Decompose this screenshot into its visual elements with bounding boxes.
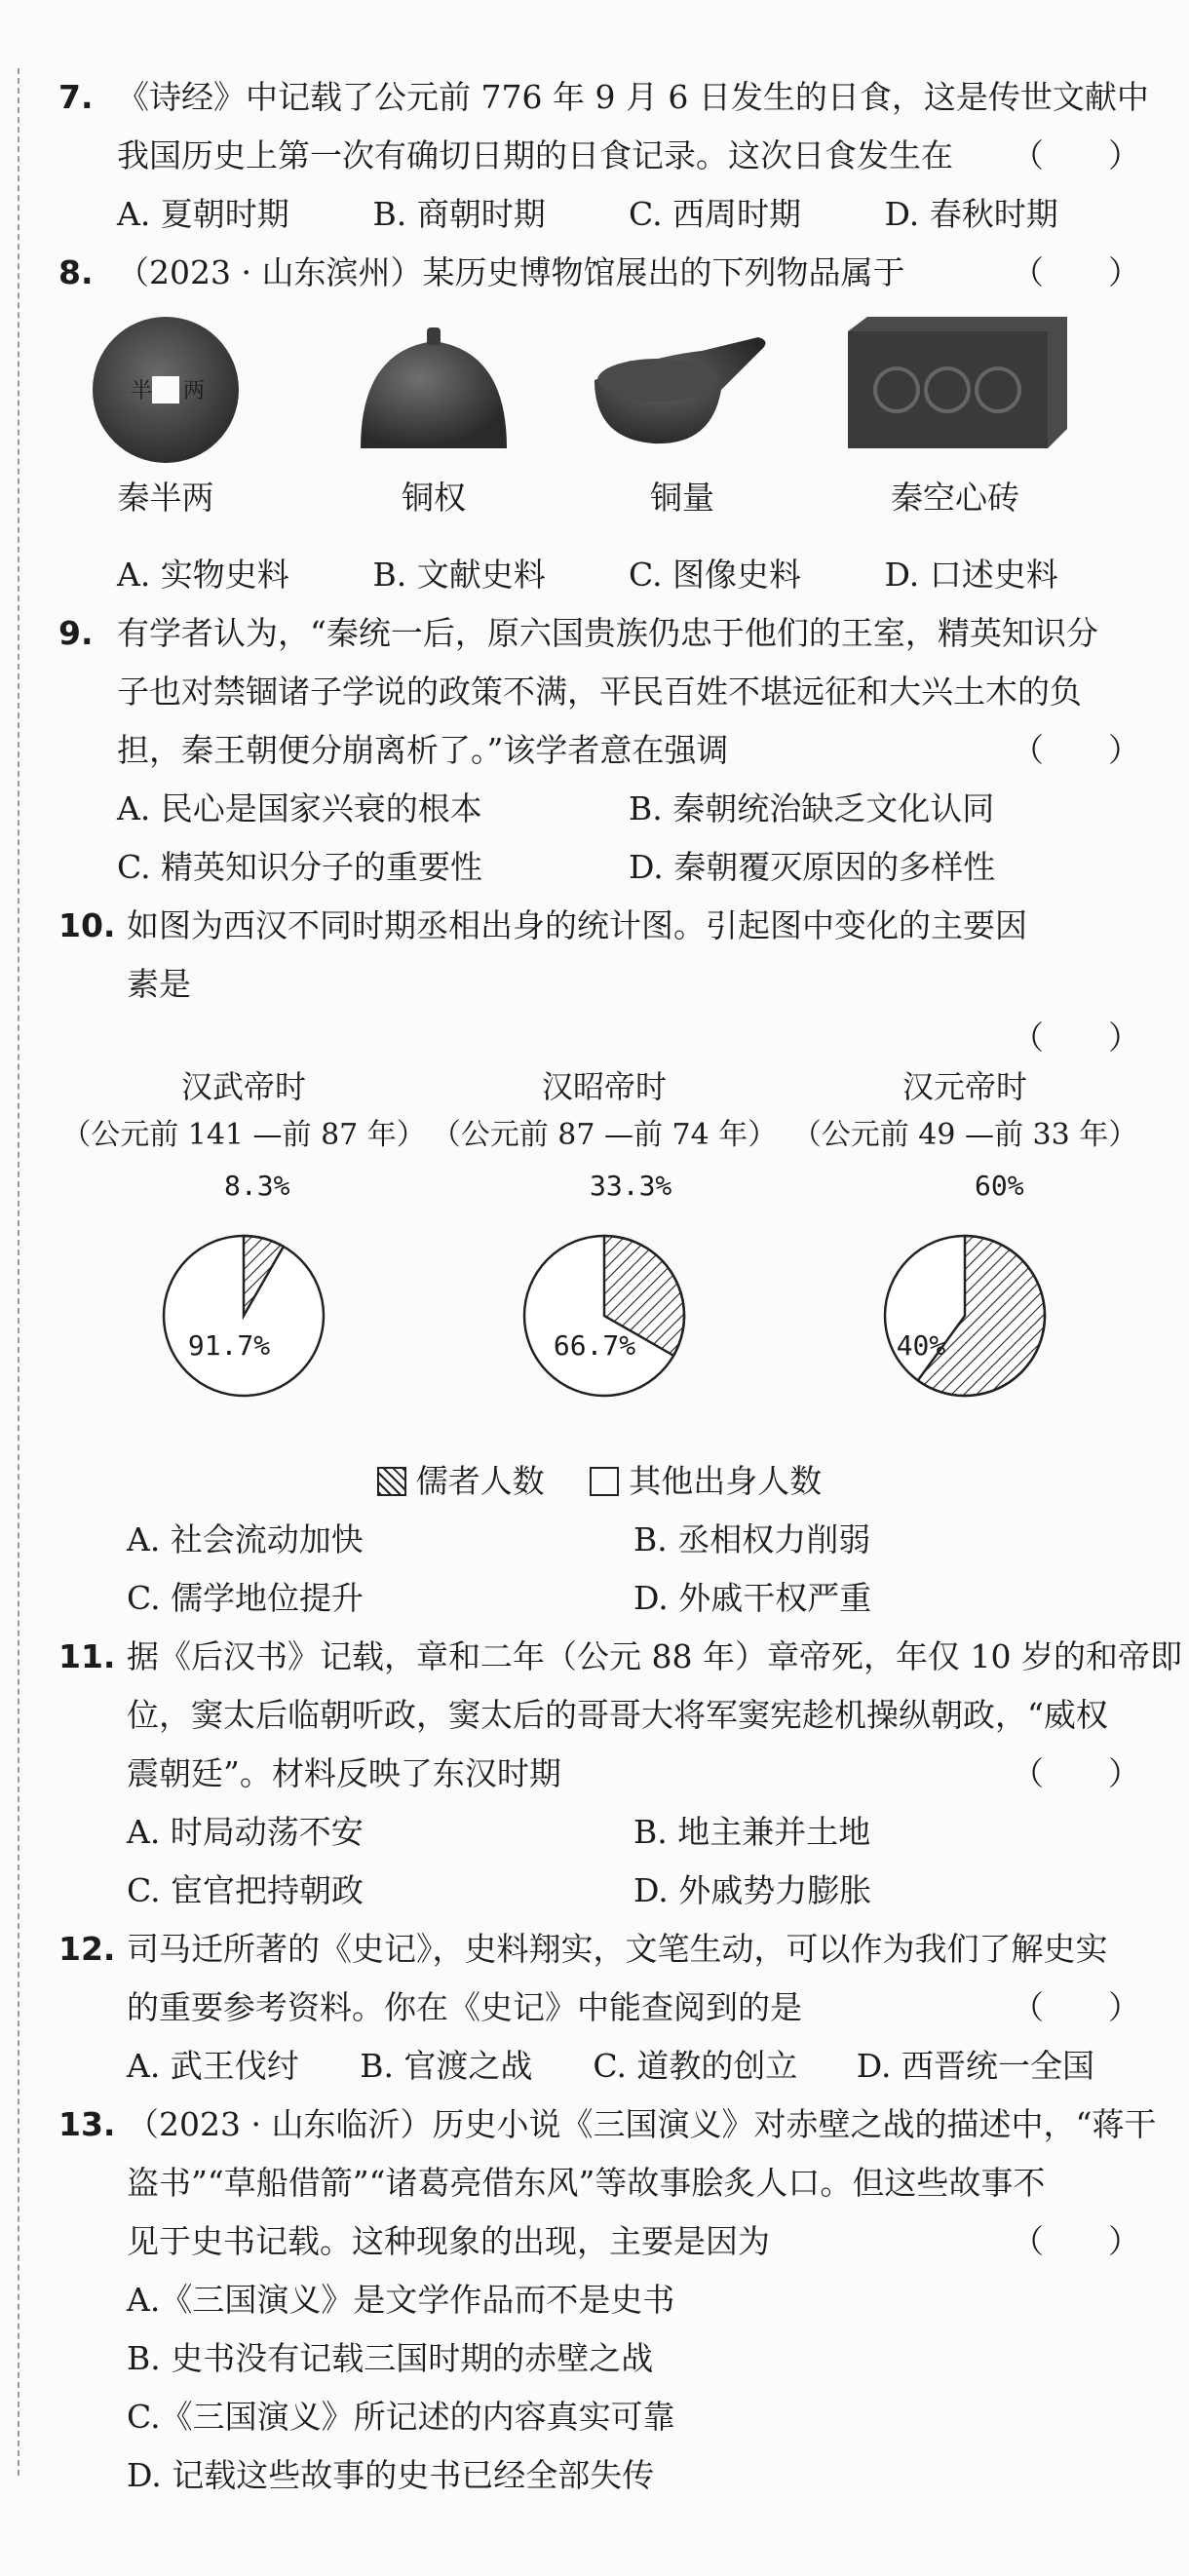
question-text: 的重要参考资料。你在《史记》中能查阅到的是 xyxy=(127,1988,802,2026)
artifact-images xyxy=(58,302,1140,546)
artifact-measure xyxy=(585,312,780,526)
option-c[interactable]: C.《三国演义》所记述的内容真实可靠 xyxy=(127,2398,675,2436)
pie-period: （公元前 87 —前 74 年） xyxy=(431,1118,778,1152)
pie-label-other: 66.7% xyxy=(553,1329,636,1362)
pie-period: （公元前 49 —前 33 年） xyxy=(791,1118,1138,1152)
option-c[interactable]: C. 道教的创立 xyxy=(593,2047,798,2085)
pie-label-other: 40% xyxy=(896,1329,946,1362)
question-number: 7. xyxy=(58,78,94,116)
question-13 xyxy=(58,2095,1157,2505)
artifact-caption: 秦半两 xyxy=(117,479,214,517)
option-b[interactable]: B. 官渡之战 xyxy=(360,2047,533,2085)
answer-blank[interactable]: （ ） xyxy=(1012,1019,1140,1057)
option-a[interactable]: A. 民心是国家兴衰的根本 xyxy=(117,789,482,827)
options xyxy=(58,1511,1140,1569)
option-c[interactable]: C. 精英知识分子的重要性 xyxy=(117,848,483,886)
option-d[interactable]: D. 外戚干权严重 xyxy=(633,1579,872,1617)
answer-blank[interactable]: （ ） xyxy=(1012,1988,1140,2026)
legend-label: 其他出身人数 xyxy=(629,1462,823,1500)
option-a[interactable]: A. 夏朝时期 xyxy=(117,195,289,233)
artifact-coin xyxy=(88,312,244,526)
question-text: 我国历史上第一次有确切日期的日食记录。这次日食发生在 xyxy=(117,136,953,174)
qin-banliang-coin-image xyxy=(88,312,244,468)
pie-label-confucian: 8.3% xyxy=(224,1170,290,1202)
answer-blank[interactable]: （ ） xyxy=(1012,2222,1140,2260)
option-d[interactable]: D. 春秋时期 xyxy=(884,195,1058,233)
pie-chart-3 xyxy=(780,1062,1150,1423)
option-d[interactable]: D. 西晋统一全国 xyxy=(856,2047,1095,2085)
question-number: 11. xyxy=(58,1637,116,1675)
question-text: 见于史书记载。这种现象的出现，主要是因为 xyxy=(127,2222,770,2260)
artifact-weight xyxy=(351,312,517,526)
answer-blank[interactable]: （ ） xyxy=(1012,136,1140,174)
hollow-brick-image xyxy=(838,312,1072,468)
option-c[interactable]: C. 西周时期 xyxy=(629,195,802,233)
option-a[interactable]: A. 武王伐纣 xyxy=(127,2047,299,2085)
option-a[interactable]: A. 时局动荡不安 xyxy=(127,1813,364,1851)
pie-title: 汉元帝时 xyxy=(901,1068,1027,1105)
legend-hatch-swatch xyxy=(377,1467,406,1496)
option-b[interactable]: B. 秦朝统治缺乏文化认同 xyxy=(629,789,995,827)
pie-title: 汉昭帝时 xyxy=(541,1068,667,1105)
question-text: 有学者认为，“秦统一后，原六国贵族仍忠于他们的王室，精英知识分 xyxy=(117,614,1098,652)
binding-margin-line xyxy=(18,68,19,2476)
pie-title: 汉武帝时 xyxy=(180,1068,306,1105)
option-d[interactable]: D. 外戚势力膨胀 xyxy=(633,1871,872,1909)
pie-label-other: 91.7% xyxy=(187,1329,271,1362)
artifact-brick xyxy=(838,312,1072,526)
option-b[interactable]: B. 丞相权力削弱 xyxy=(633,1520,871,1558)
options xyxy=(58,780,1140,838)
question-number: 8. xyxy=(58,253,94,291)
answer-blank[interactable]: （ ） xyxy=(1012,1754,1140,1792)
pie-label-confucian: 60% xyxy=(975,1170,1024,1202)
question-text: （2023 · 山东滨州）某历史博物馆展出的下列物品属于 xyxy=(117,253,905,291)
pie-svg xyxy=(838,1160,1092,1423)
question-number: 12. xyxy=(58,1930,116,1968)
worksheet-page xyxy=(58,68,1182,2505)
option-b[interactable]: B. 商朝时期 xyxy=(372,195,546,233)
options xyxy=(58,838,1140,897)
option-c[interactable]: C. 儒学地位提升 xyxy=(127,1579,364,1617)
option-b[interactable]: B. 史书没有记载三国时期的赤壁之战 xyxy=(127,2339,654,2377)
option-c[interactable]: C. 宦官把持朝政 xyxy=(127,1871,364,1909)
option-b[interactable]: B. 地主兼并土地 xyxy=(633,1813,871,1851)
question-text: 司马迁所著的《史记》，史料翔实，文笔生动，可以作为我们了解史实 xyxy=(127,1930,1108,1968)
artifact-caption: 铜量 xyxy=(650,479,714,517)
pie-period: （公元前 141 —前 87 年） xyxy=(61,1118,426,1152)
question-11 xyxy=(58,1628,1182,1920)
question-number: 13. xyxy=(58,2105,116,2143)
options xyxy=(58,1862,1140,1920)
option-a[interactable]: A.《三国演义》是文学作品而不是史书 xyxy=(127,2281,675,2319)
options xyxy=(58,1803,1140,1862)
question-text: 位，窦太后临朝听政，窦太后的哥哥大将军窦宪趁机操纵朝政，“威权 xyxy=(127,1696,1108,1734)
svg-text:半: 半 xyxy=(131,379,153,404)
question-text: 震朝廷”。材料反映了东汉时期 xyxy=(127,1754,561,1792)
option-d[interactable]: D. 秦朝覆灭原因的多样性 xyxy=(629,848,996,886)
question-12 xyxy=(58,1920,1140,2095)
options xyxy=(58,2037,1140,2095)
artifact-caption: 秦空心砖 xyxy=(891,479,1019,517)
option-b[interactable]: B. 文献史料 xyxy=(372,556,546,594)
question-number: 9. xyxy=(58,614,94,652)
question-text: （2023 · 山东临沂）历史小说《三国演义》对赤壁之战的描述中，“蒋干 xyxy=(127,2105,1157,2143)
answer-blank[interactable]: （ ） xyxy=(1012,253,1140,291)
answer-blank[interactable]: （ ） xyxy=(1012,731,1140,769)
options xyxy=(58,546,1140,604)
option-d[interactable]: D. 记载这些故事的史书已经全部失传 xyxy=(127,2456,655,2494)
question-8 xyxy=(58,244,1140,604)
options xyxy=(58,1569,1140,1628)
pie-chart-1 xyxy=(58,1062,429,1423)
pie-svg xyxy=(117,1160,370,1423)
pie-charts xyxy=(58,1062,1140,1452)
pie-legend xyxy=(58,1452,1140,1511)
question-text: 如图为西汉不同时期丞相出身的统计图。引起图中变化的主要因 xyxy=(127,906,1027,944)
legend-label: 儒者人数 xyxy=(415,1462,545,1500)
question-text: 担，秦王朝便分崩离析了。”该学者意在强调 xyxy=(117,731,729,769)
question-text: 子也对禁锢诸子学说的政策不满，平民百姓不堪远征和大兴土木的负 xyxy=(117,673,1082,711)
artifact-caption: 铜权 xyxy=(402,479,466,517)
question-text: 据《后汉书》记载，章和二年（公元 88 年）章帝死，年仅 10 岁的和帝即 xyxy=(127,1637,1182,1675)
bronze-weight-image xyxy=(351,312,517,468)
bronze-measure-image xyxy=(585,312,780,468)
option-d[interactable]: D. 口述史料 xyxy=(884,556,1058,594)
legend-empty-swatch xyxy=(590,1467,619,1496)
legend-item-other xyxy=(590,1452,822,1511)
options xyxy=(58,185,1140,244)
pie-svg xyxy=(478,1160,731,1423)
question-text: 盗书”“草船借箭”“诸葛亮借东风”等故事脍炙人口。但这些故事不 xyxy=(127,2164,1046,2202)
pie-label-confucian: 33.3% xyxy=(590,1170,672,1202)
pie-chart-2 xyxy=(419,1062,789,1423)
option-a[interactable]: A. 社会流动加快 xyxy=(127,1520,364,1558)
option-a[interactable]: A. 实物史料 xyxy=(117,556,289,594)
question-9 xyxy=(58,604,1140,897)
legend-item-confucian xyxy=(377,1452,545,1511)
question-7 xyxy=(58,68,1149,244)
question-number: 10. xyxy=(58,906,116,944)
option-c[interactable]: C. 图像史料 xyxy=(629,556,802,594)
question-text: 素是 xyxy=(127,965,191,1003)
svg-text:两: 两 xyxy=(183,379,206,404)
question-text: 《诗经》中记载了公元前 776 年 9 月 6 日发生的日食，这是传世文献中 xyxy=(117,78,1149,116)
question-10 xyxy=(58,897,1140,1628)
